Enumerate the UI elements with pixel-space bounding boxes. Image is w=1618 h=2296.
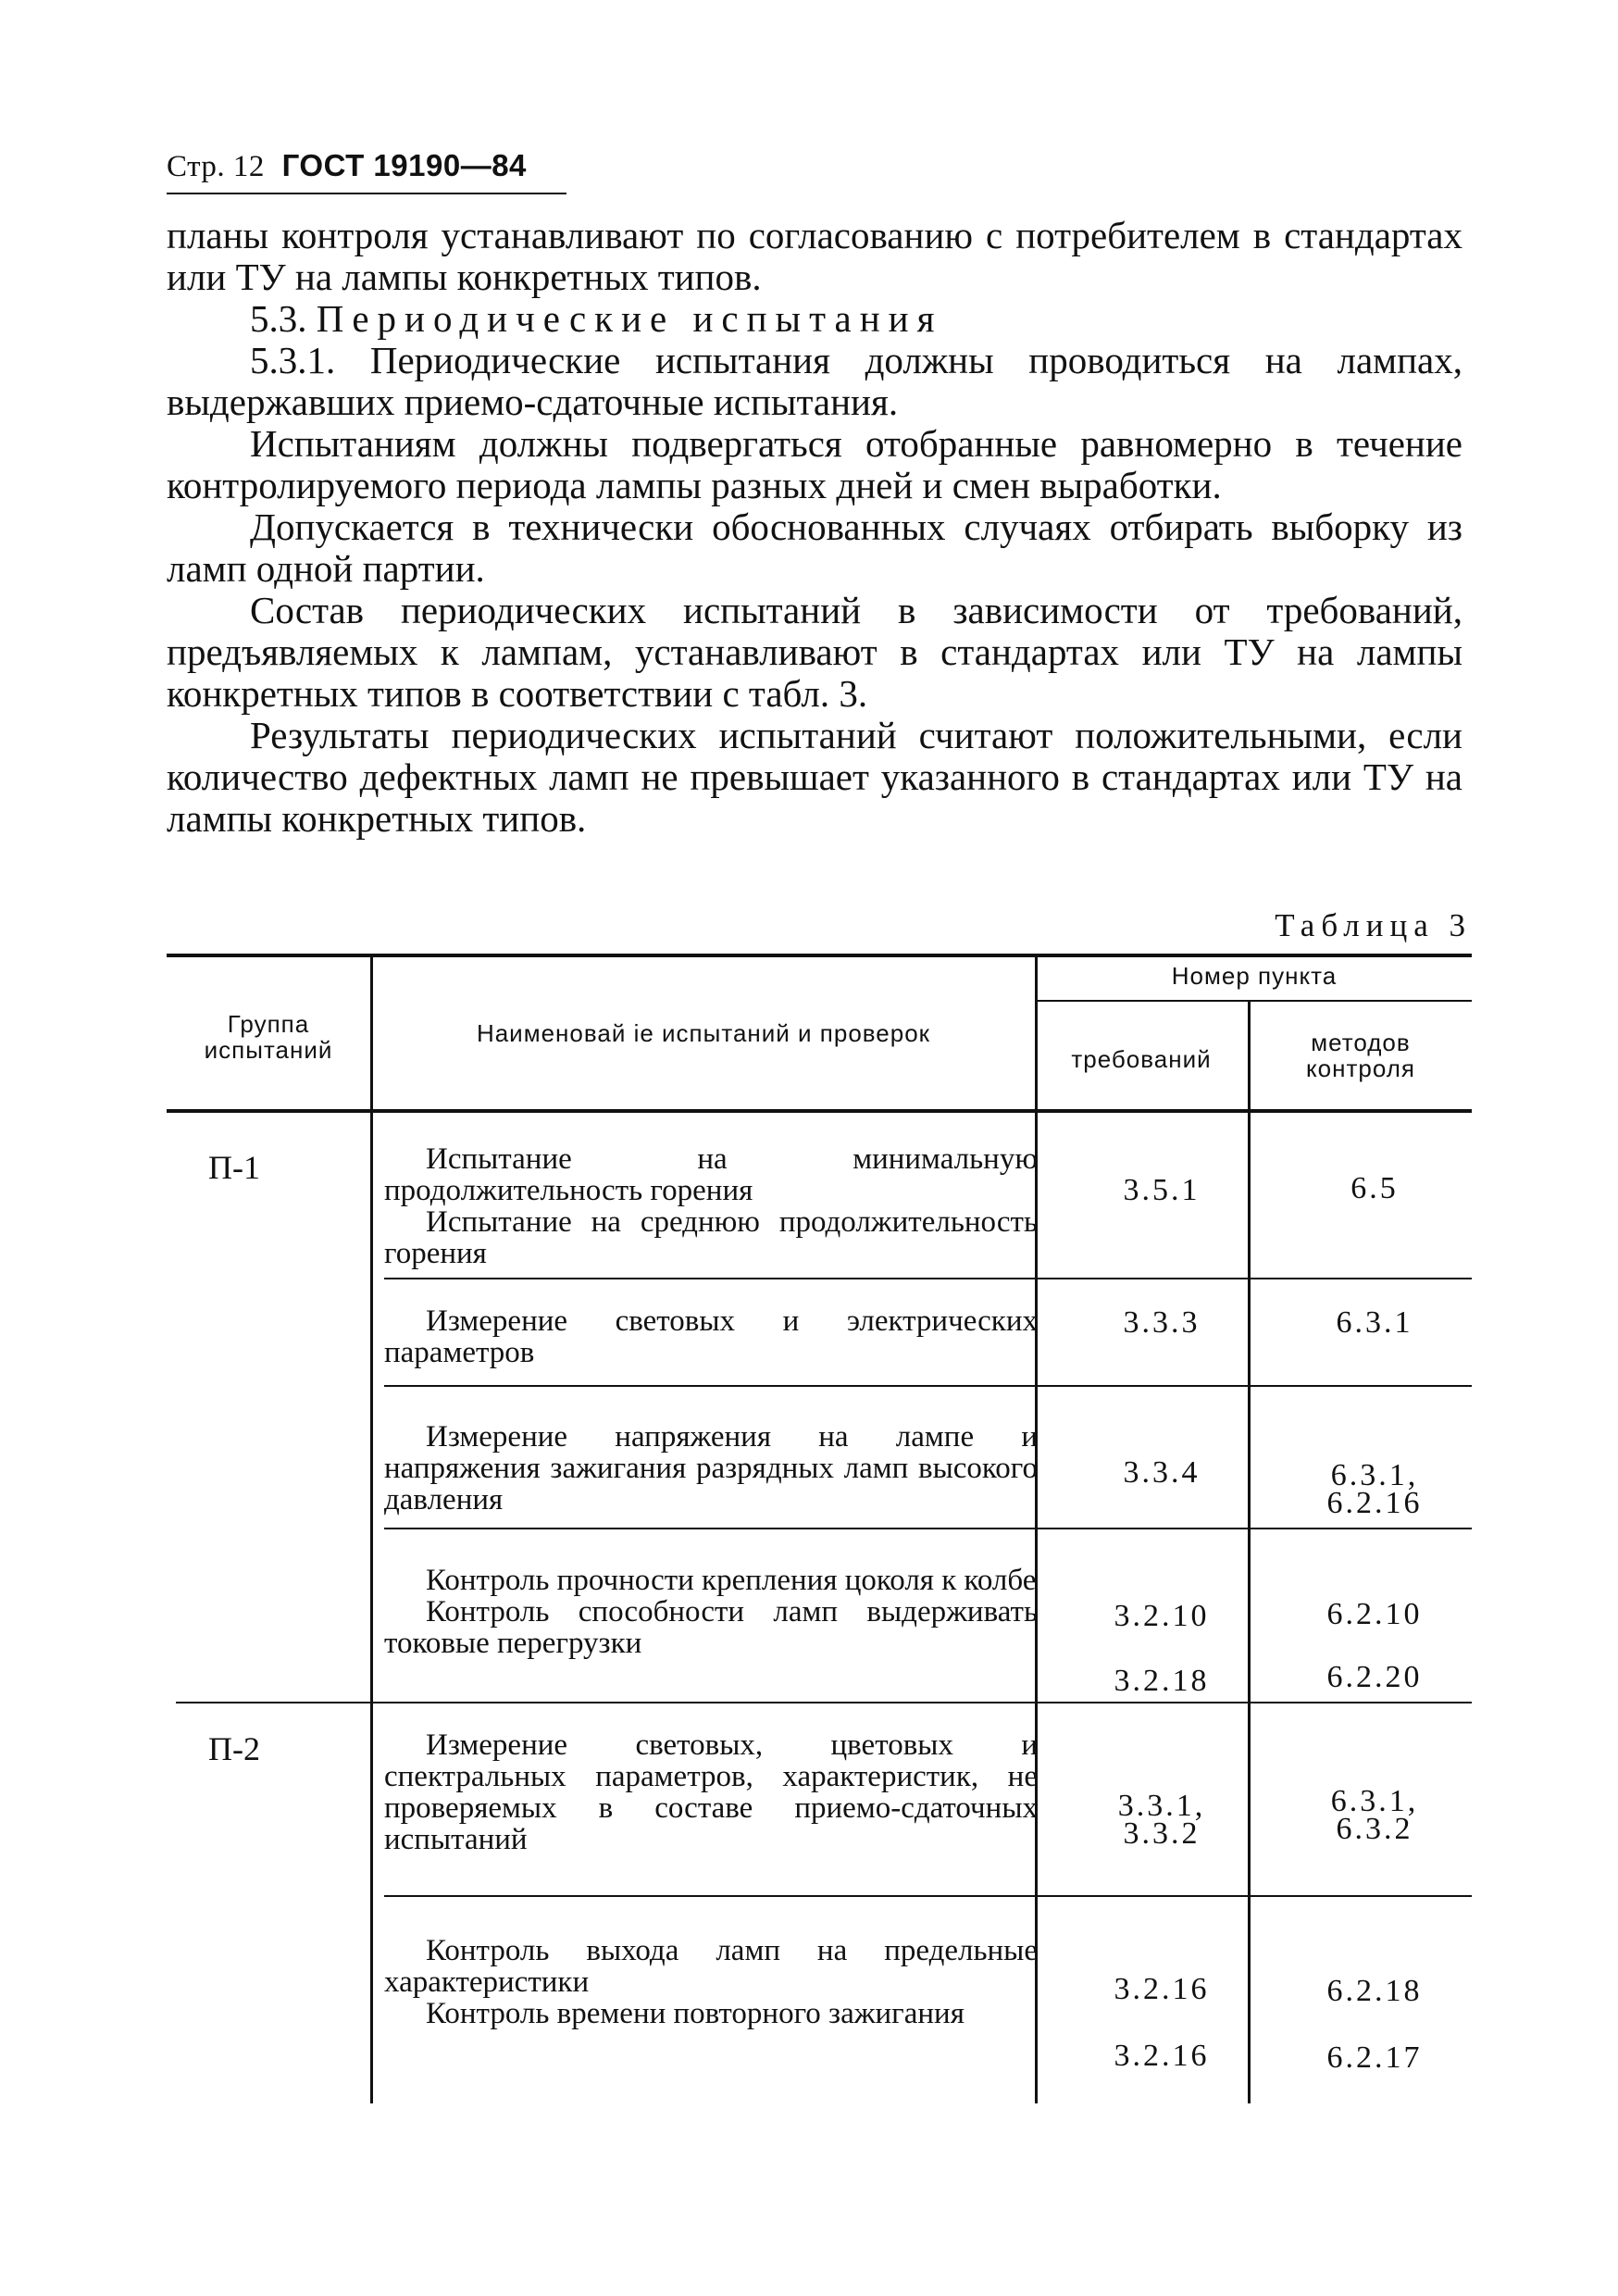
row-6-name-b: Контроль времени повторного зажигания — [426, 1997, 965, 2030]
header-requirements: требований — [1071, 1045, 1212, 1073]
row-6-req-2: 3.2.16 — [1114, 2039, 1210, 2073]
row-5-mth-1: 6.3.1, — [1330, 1784, 1419, 1818]
table-top-rule — [167, 954, 1472, 957]
row-2-rule — [384, 1385, 1472, 1387]
group-p2: П-2 — [208, 1730, 260, 1767]
header-subrule — [1035, 1000, 1472, 1002]
col-divider-3 — [1248, 1002, 1251, 2103]
row-1-mth: 6.5 — [1350, 1171, 1399, 1205]
row-2-name-a: Измерение световых и электрических параметров — [384, 1304, 1038, 1369]
row-1-name — [384, 1143, 1038, 1269]
row-5-name — [384, 1729, 1038, 1855]
row-3-req: 3.3.4 — [1123, 1455, 1201, 1490]
row-5-req-1: 3.3.1, — [1117, 1789, 1206, 1823]
paragraph-2: 5.3.1. Периодические испытания должны проводиться на лампах, выдержавших приемо-сдаточные испытания. — [167, 339, 1462, 423]
paragraph-1: планы контроля устанавливают по согласованию с потребителем в стандартах или ТУ на лампы конкретных типов. — [167, 214, 1462, 298]
row-1-name-b: Испытание на среднюю продолжительность горения — [384, 1205, 1038, 1270]
page-label: Стр. 12 — [167, 150, 265, 183]
row-5-rule — [384, 1895, 1472, 1897]
row-4-req-2: 3.2.18 — [1114, 1664, 1210, 1698]
row-4-name-a: Контроль прочности крепления цоколя к колбе — [426, 1564, 1037, 1597]
row-5-req-2: 3.3.2 — [1123, 1816, 1201, 1851]
row-4-name-b: Контроль способности ламп выдерживать токовые перегрузки — [384, 1595, 1038, 1660]
paragraph-4: Допускается в технически обоснованных случаях отбирать выборку из ламп одной партии. — [167, 505, 1462, 590]
row-6-req-1: 3.2.16 — [1114, 1972, 1210, 2006]
standard-number: ГОСТ 19190—84 — [281, 148, 527, 182]
row-1-rule — [384, 1278, 1472, 1279]
col-divider-2 — [1035, 957, 1038, 2103]
header-rule — [167, 193, 566, 194]
paragraph-5: Состав периодических испытаний в зависимости от требований, предъявляемых к лампам, устанавливают в стандартах или ТУ на лампы конкретных типов в соответствии с табл. 3. — [167, 589, 1462, 715]
table-caption: Таблица 3 — [1275, 907, 1472, 943]
row-4-req-1: 3.2.10 — [1114, 1599, 1210, 1633]
row-6-name — [384, 1935, 1038, 2029]
row-4-mth-2: 6.2.20 — [1326, 1660, 1423, 1694]
col-divider-1 — [370, 957, 373, 2103]
body-text — [167, 215, 1462, 840]
row-2-name — [384, 1305, 1038, 1368]
row-5-name-a: Измерение световых, цветовых и спектральных параметров, характеристик, не проверяемых в составе приемо-сдаточных испытаний — [384, 1728, 1038, 1856]
row-4-mth-1: 6.2.10 — [1326, 1597, 1423, 1631]
row-6-mth-2: 6.2.17 — [1326, 2040, 1423, 2075]
group-divider — [176, 1702, 1472, 1703]
row-2-mth: 6.3.1 — [1336, 1305, 1413, 1340]
row-5-mth-2: 6.3.2 — [1336, 1812, 1413, 1846]
page-header — [167, 148, 527, 184]
header-clause: Номер пункта — [1171, 962, 1338, 990]
row-1-name-a: Испытание на минимальную продолжительность горения — [384, 1142, 1038, 1207]
row-6-mth-1: 6.2.18 — [1326, 1974, 1423, 2008]
row-2-req: 3.3.3 — [1123, 1305, 1201, 1340]
section-title: Периодические испытания — [316, 297, 943, 340]
header-methods: методов контроля — [1306, 1029, 1415, 1082]
header-group: Группа испытаний — [204, 1010, 333, 1064]
section-number: 5.3. — [250, 297, 307, 340]
paragraph-6: Результаты периодических испытаний считают положительными, если количество дефектных ламп не превышает указанного в стандартах или ТУ на лампы конкретных типов. — [167, 714, 1462, 840]
row-6-name-a: Контроль выхода ламп на предельные характеристики — [384, 1934, 1038, 1999]
row-3-mth-1: 6.3.1, — [1330, 1458, 1419, 1492]
table-3 — [167, 954, 1472, 2111]
row-3-name — [384, 1421, 1038, 1516]
row-1-req: 3.5.1 — [1123, 1173, 1201, 1207]
row-3-rule — [384, 1528, 1472, 1529]
header-name: Наименовай ie испытаний и проверок — [476, 1019, 931, 1047]
row-4-name — [384, 1565, 1038, 1659]
row-3-mth-2: 6.2.16 — [1326, 1486, 1423, 1520]
paragraph-3: Испытаниям должны подвергаться отобранные равномерно в течение контролируемого периода лампы разных дней и смен выработки. — [167, 422, 1462, 506]
group-p1: П-1 — [208, 1149, 260, 1186]
row-3-name-a: Измерение напряжения на лампе и напряжения зажигания разрядных ламп высокого давления — [384, 1420, 1038, 1516]
header-bottom-rule — [167, 1109, 1472, 1113]
section-heading — [167, 298, 1462, 340]
